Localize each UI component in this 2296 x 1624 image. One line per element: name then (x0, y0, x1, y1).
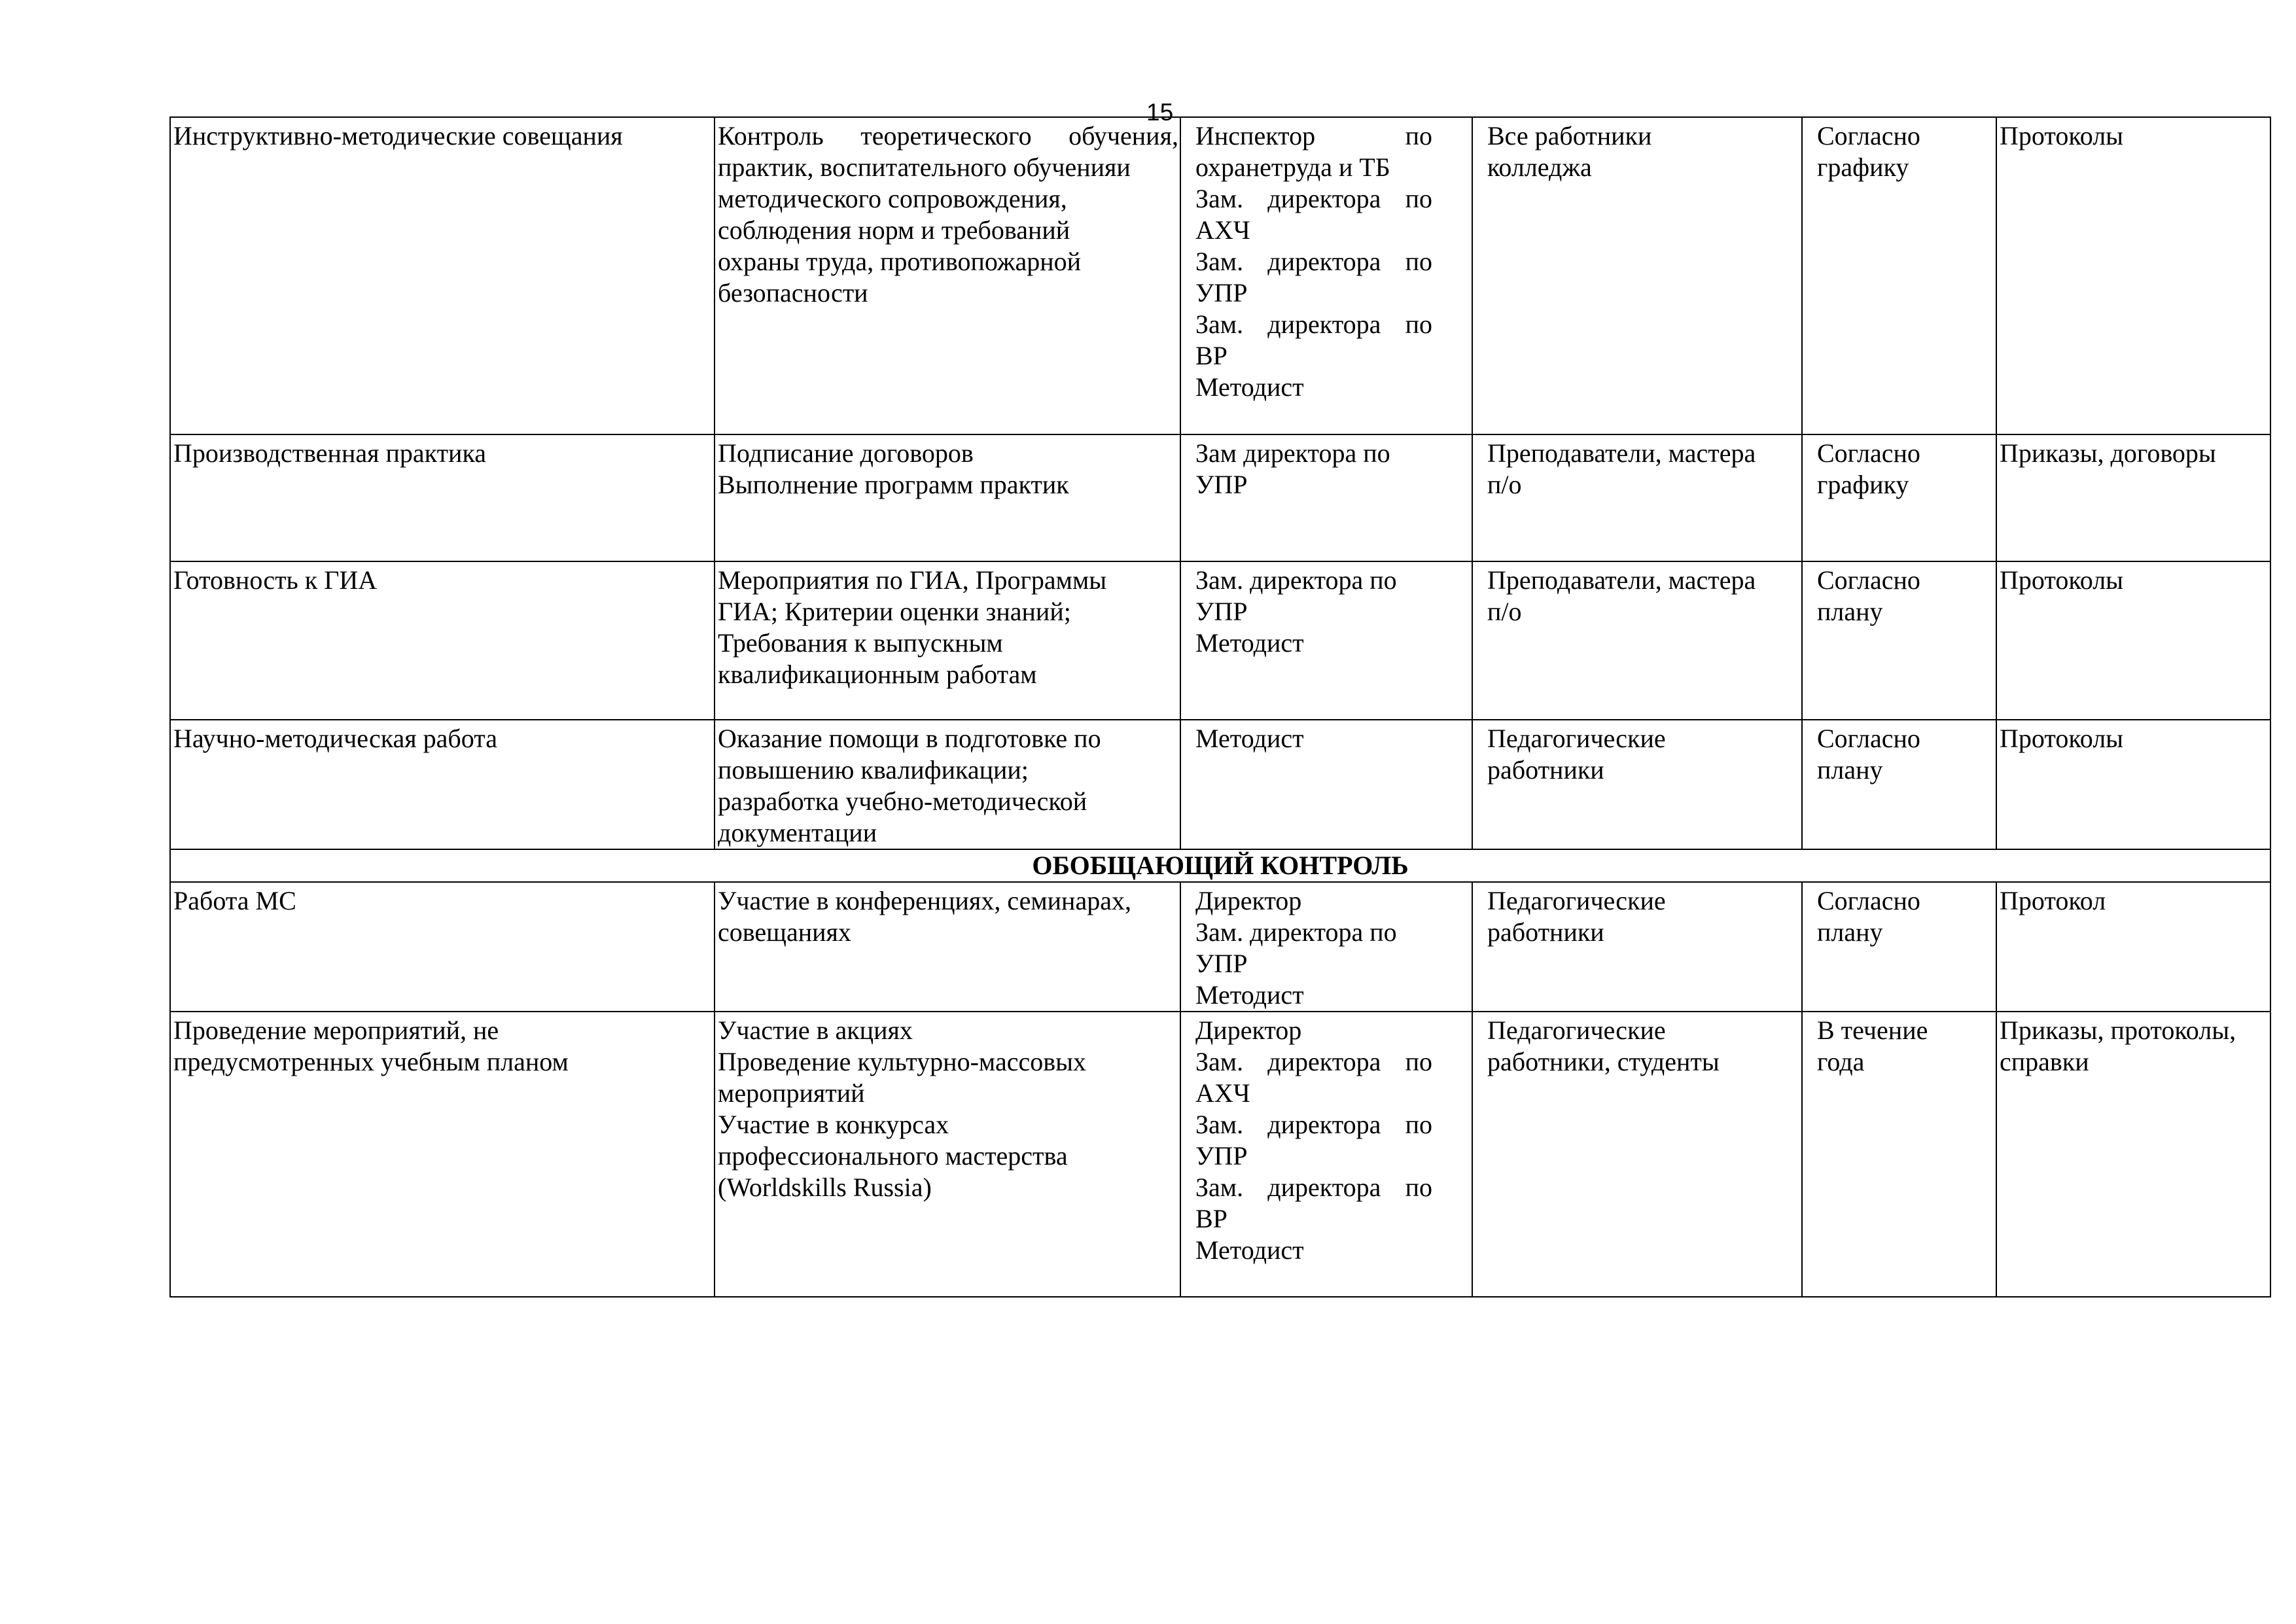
section-heading: ОБОБЩАЮЩИЙ КОНТРОЛЬ (170, 849, 2270, 882)
subject-cell: Готовность к ГИА (170, 561, 715, 720)
responsible-cell: Зам. директора по УПР Методист (1180, 561, 1472, 720)
responsible-cell: Директор Зам. директора по АХЧ Зам. директора по УПР Зам. директора по ВР Методист (1180, 1012, 1472, 1297)
page-number: 15 (1146, 99, 1174, 126)
object-cell: Педагогические работники (1472, 720, 1802, 849)
control-plan-table (169, 116, 2271, 1297)
table-row (170, 117, 2270, 434)
result-cell: Протоколы (1996, 561, 2270, 720)
subject-cell: Научно-методическая работа (170, 720, 715, 849)
result-cell: Протоколы (1996, 117, 2270, 434)
content-cell: Контроль теоретического обучения, практик, воспитательного обученияи методического сопровождения, соблюдения норм и требований охраны труда, противопожарной безопасности (715, 117, 1180, 434)
table-row (170, 882, 2270, 1012)
content-cell: Участие в акциях Проведение культурно-массовых мероприятий Участие в конкурсах профессионального мастерства (Worldskills Russia) (715, 1012, 1180, 1297)
timing-cell: Согласно плану (1802, 882, 1996, 1012)
result-cell: Приказы, договоры (1996, 434, 2270, 561)
timing-cell: Согласно плану (1802, 561, 1996, 720)
result-cell: Протокол (1996, 882, 2270, 1012)
subject-cell: Инструктивно-методические совещания (170, 117, 715, 434)
timing-cell: Согласно графику (1802, 117, 1996, 434)
responsible-cell: Директор Зам. директора по УПР Методист (1180, 882, 1472, 1012)
table-row (170, 561, 2270, 720)
responsible-cell: Зам директора по УПР (1180, 434, 1472, 561)
table-row (170, 434, 2270, 561)
object-cell: Преподаватели, мастера п/о (1472, 561, 1802, 720)
object-cell: Педагогические работники (1472, 882, 1802, 1012)
timing-cell: В течение года (1802, 1012, 1996, 1297)
subject-cell: Проведение мероприятий, не предусмотренных учебным планом (170, 1012, 715, 1297)
timing-cell: Согласно графику (1802, 434, 1996, 561)
result-cell: Приказы, протоколы, справки (1996, 1012, 2270, 1297)
table-row (170, 720, 2270, 849)
table-row (170, 1012, 2270, 1297)
subject-cell: Работа МС (170, 882, 715, 1012)
content-cell: Участие в конференциях, семинарах, совещаниях (715, 882, 1180, 1012)
content-cell: Подписание договоров Выполнение программ практик (715, 434, 1180, 561)
subject-cell: Производственная практика (170, 434, 715, 561)
responsible-cell: Методист (1180, 720, 1472, 849)
content-cell: Оказание помощи в подготовке по повышению квалификации; разработка учебно-методической документации (715, 720, 1180, 849)
responsible-cell: Инспектор по охранетруда и ТБ Зам. директора по АХЧ Зам. директора по УПР Зам. директора по ВР Методист (1180, 117, 1472, 434)
section-heading-row (170, 849, 2270, 882)
object-cell: Все работники колледжа (1472, 117, 1802, 434)
timing-cell: Согласно плану (1802, 720, 1996, 849)
content-cell: Мероприятия по ГИА, Программы ГИА; Критерии оценки знаний; Требования к выпускным квалификационным работам (715, 561, 1180, 720)
result-cell: Протоколы (1996, 720, 2270, 849)
object-cell: Преподаватели, мастера п/о (1472, 434, 1802, 561)
object-cell: Педагогические работники, студенты (1472, 1012, 1802, 1297)
